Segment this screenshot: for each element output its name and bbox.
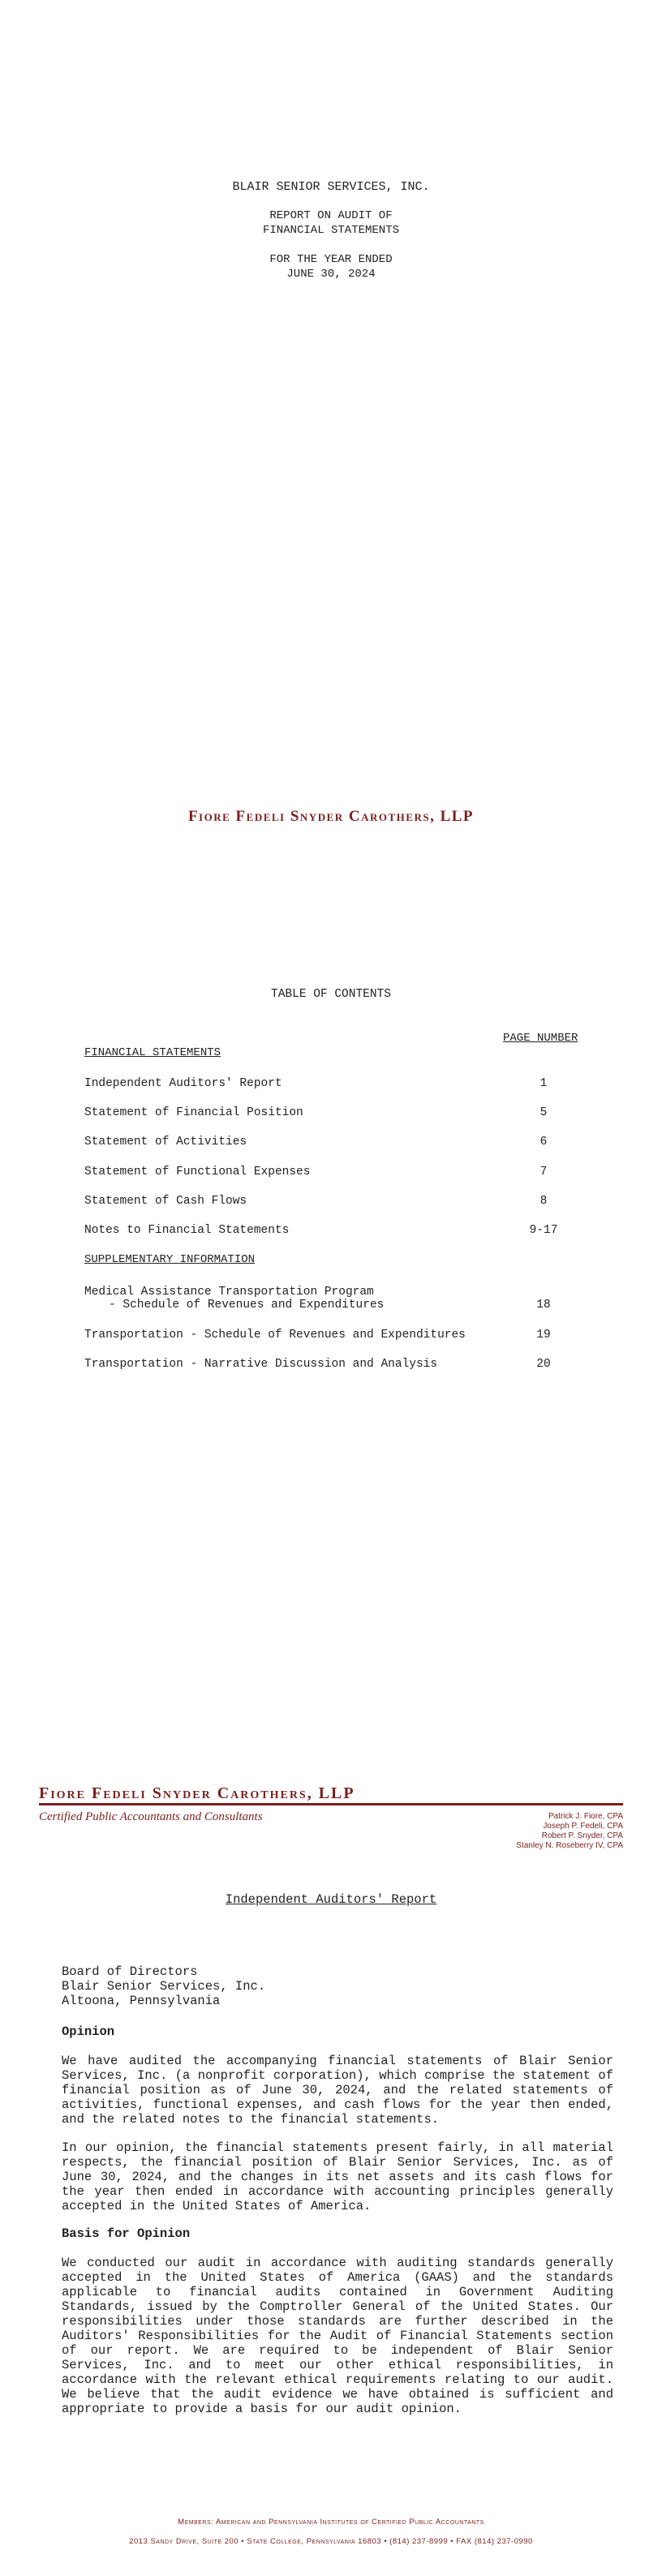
basis-heading: Basis for Opinion [62, 2226, 191, 2241]
opinion-heading: Opinion [62, 2024, 115, 2039]
toc-item-functional-expenses[interactable]: Statement of Functional Expenses [84, 1166, 311, 1179]
toc-page-number-header: PAGE NUMBER [503, 1032, 578, 1045]
toc-title: TABLE OF CONTENTS [271, 988, 391, 1001]
toc-item-transportation-narrative[interactable]: Transportation - Narrative Discussion and Analysis [84, 1358, 438, 1371]
toc-page: 5 [539, 1106, 548, 1119]
cover-report-line1: REPORT ON AUDIT OF [269, 209, 393, 222]
report-title: Independent Auditors' Report [225, 1892, 437, 1907]
partner-name: Patrick J. Fiore, CPA [548, 1812, 623, 1821]
cover-year-line1: FOR THE YEAR ENDED [269, 253, 393, 266]
toc-page: 6 [539, 1136, 548, 1148]
toc-financial-statements-header: FINANCIAL STATEMENTS [84, 1046, 221, 1059]
toc-item-activities[interactable]: Statement of Activities [84, 1136, 247, 1148]
footer-address: 2013 Sandy Drive, Suite 200 • State College, Pennsylvania 16803 • (814) 237-8999 • FAX (814) 237-0990 [129, 2537, 533, 2546]
partner-name: Stanley N. Roseberry IV, CPA [516, 1841, 623, 1850]
letterhead-firm-name: Fiore Fedeli Snyder Carothers, LLP [39, 1784, 355, 1802]
address-line: Board of Directors [62, 1964, 198, 1979]
toc-item-notes[interactable]: Notes to Financial Statements [84, 1224, 290, 1237]
report-address [62, 1964, 265, 2008]
toc-item-auditors-report[interactable]: Independent Auditors' Report [84, 1077, 282, 1090]
opinion-paragraph-2: In our opinion, the financial statements present fairly, in all material respects, the financial position of Blair Senior Services, Inc. as of June 30, 2024, and the changes in its net assets and its cash flows for the year then ended in accordance with accounting principles generally accepted in the United States of America. [62, 2140, 613, 2213]
toc-page: 7 [539, 1166, 548, 1179]
basis-paragraph-1: We conducted our audit in accordance with auditing standards generally accepted in the United States of America (GAAS) and the standards applicable to financial audits contained in Government Auditing Standards, issued by the Comptroller General of the United States. Our responsibilities under those standards are further described in the Auditors' Responsibilities for the Audit of Financial Statements section of our report. We are required to be independent of Blair Senior Services, Inc. and to meet our other ethical responsibilities, in accordance with the relevant ethical requirements relating to our audit. We believe that the audit evidence we have obtained is sufficient and appropriate to provide a basis for our audit opinion. [62, 2256, 613, 2416]
letterhead-partners [516, 1812, 623, 1851]
toc-page: 19 [536, 1329, 551, 1342]
cover-report-line2: FINANCIAL STATEMENTS [262, 224, 400, 237]
cover-company-name: BLAIR SENIOR SERVICES, INC. [232, 180, 430, 194]
footer-members: Members: American and Pennsylvania Institutes of Certified Public Accountants [178, 2518, 484, 2527]
toc-page: 1 [539, 1077, 548, 1090]
toc-page: 20 [536, 1358, 551, 1371]
letterhead-rule [39, 1803, 623, 1805]
toc-item-transportation-schedule[interactable]: Transportation - Schedule of Revenues and Expenditures [84, 1329, 466, 1342]
toc-item-financial-position[interactable]: Statement of Financial Position [84, 1106, 303, 1119]
cover-firm-name: Fiore Fedeli Snyder Carothers, LLP [187, 808, 475, 825]
partner-name: Joseph P. Fedeli, CPA [543, 1822, 623, 1831]
toc-item-cash-flows[interactable]: Statement of Cash Flows [84, 1195, 247, 1208]
cover-year-line2: JUNE 30, 2024 [286, 268, 376, 281]
toc-page: 18 [536, 1299, 551, 1312]
address-line: Blair Senior Services, Inc. [62, 1979, 266, 1994]
opinion-paragraph-1: We have audited the accompanying financial statements of Blair Senior Services, Inc. (a nonprofit corporation), which comprise the statement of financial position as of June 30, 2024, and the related statements of activities, functional expenses, and cash flows for the year then ended, and the related notes to the financial statements. [62, 2054, 613, 2127]
toc-item-matp-sub[interactable]: - Schedule of Revenues and Expenditures [109, 1299, 385, 1312]
partner-name: Robert P. Snyder, CPA [541, 1831, 623, 1840]
toc-page: 9-17 [529, 1224, 558, 1237]
toc-item-matp[interactable]: Medical Assistance Transportation Program [84, 1286, 374, 1299]
letterhead-tagline: Certified Public Accountants and Consultants [39, 1810, 263, 1823]
toc-page: 8 [539, 1195, 548, 1208]
address-line: Altoona, Pennsylvania [62, 1994, 221, 2008]
toc-supplementary-header: SUPPLEMENTARY INFORMATION [84, 1253, 256, 1266]
